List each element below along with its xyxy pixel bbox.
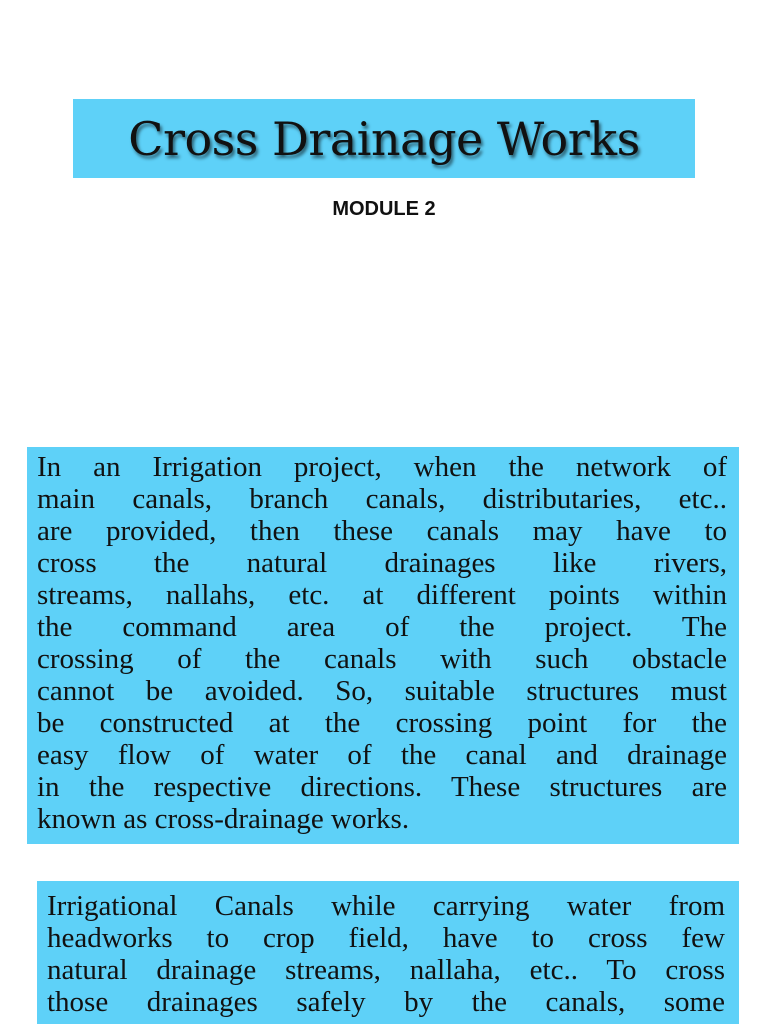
- text-line: headworks to crop field, have to cross few: [47, 922, 725, 954]
- text-line: those drainages safely by the canals, some: [47, 986, 725, 1018]
- text-line: cannot be avoided. So, suitable structures must: [37, 675, 727, 707]
- text-line: main canals, branch canals, distributaries, etc..: [37, 483, 727, 515]
- text-line: in the respective directions. These structures are: [37, 771, 727, 803]
- intro-paragraph: [27, 447, 739, 844]
- text-line: cross the natural drainages like rivers,: [37, 547, 727, 579]
- text-line: easy flow of water of the canal and drainage: [37, 739, 727, 771]
- module-label: MODULE 2: [332, 198, 436, 220]
- text-line: natural drainage streams, nallaha, etc.. To cross: [47, 954, 725, 986]
- text-line: are provided, then these canals may have to: [37, 515, 727, 547]
- text-line: known as cross-drainage works.: [37, 803, 410, 835]
- text-line: streams, nallahs, etc. at different points within: [37, 579, 727, 611]
- text-line: In an Irrigation project, when the network of: [37, 451, 727, 483]
- text-line: the command area of the project. The: [37, 611, 727, 643]
- text-line: Irrigational Canals while carrying water from: [47, 890, 725, 922]
- text-line: crossing of the canals with such obstacle: [37, 643, 727, 675]
- page-title: Cross Drainage Works: [128, 111, 640, 166]
- second-paragraph: [37, 881, 739, 1024]
- text-line: be constructed at the crossing point for the: [37, 707, 727, 739]
- title-banner: [73, 99, 695, 178]
